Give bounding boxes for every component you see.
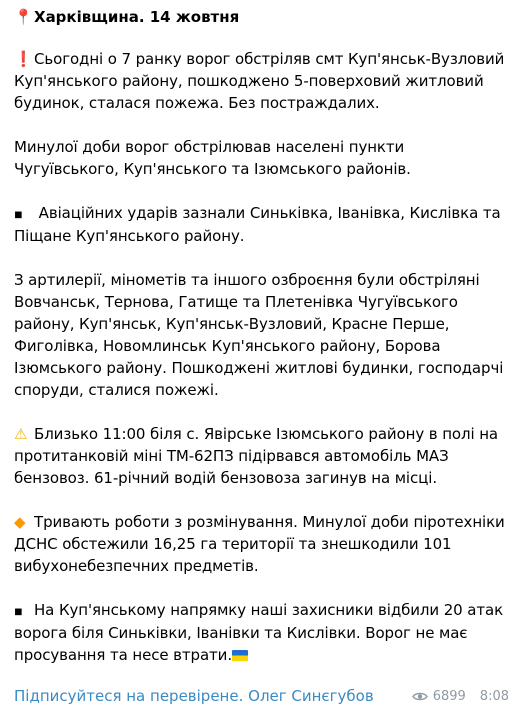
post-paragraph	[14, 423, 509, 489]
ukraine-flag-icon	[232, 650, 248, 661]
post-paragraph	[14, 269, 509, 401]
black-square-icon: ◾	[14, 207, 23, 221]
exclamation-icon: ❗	[14, 50, 33, 68]
paragraph-text: Авіаційних ударів зазнали Синьківка, Іванівка, Кислівка та Піщане Куп'янського району.	[14, 204, 501, 245]
warning-icon: ⚠	[14, 425, 28, 443]
signature-link[interactable]: Підписуйтеся на перевірене. Олег Синєгубов	[14, 687, 374, 705]
post-meta	[412, 689, 509, 704]
orange-diamond-icon: ◆	[14, 513, 26, 531]
pin-icon: 📍	[14, 8, 33, 26]
eye-icon	[412, 691, 428, 702]
post-paragraph	[14, 202, 509, 247]
post-footer	[14, 684, 509, 708]
post-paragraph	[14, 48, 509, 114]
post-title-text: Харківщина. 14 жовтня	[34, 8, 240, 26]
post-title	[14, 6, 509, 28]
paragraph-text: Минулої доби ворог обстрілював населені пункти Чугуївського, Куп'янського та Ізюмського районів.	[14, 138, 411, 178]
paragraph-text: З артилерії, мінометів та іншого озброєння були обстріляні Вовчанськ, Тернова, Гатище та Плетенівка Чугуївського району, Куп'янськ, Куп'янськ-Вузловий, Красне Перше, Фиголівка, Новомлинськ Куп'янського району, Борова Ізюмського району. Пошкоджені житлові будинки, господарчі споруди, сталися пожежі.	[14, 271, 504, 399]
post-paragraph	[14, 599, 509, 666]
post-paragraph	[14, 511, 509, 577]
paragraph-text: Сьогодні о 7 ранку ворог обстріляв смт Куп'янськ-Вузловий Куп'янського району, пошкоджено 5-поверховий житловий будинок, сталася пожежа. Без постраждалих.	[14, 50, 505, 112]
black-square-icon: ◾	[14, 604, 23, 618]
paragraph-text: Тривають роботи з розмінування. Минулої доби піротехніки ДСНС обстежили 16,25 га території та знешкодили 101 вибухонебезпечних предметів.	[14, 513, 505, 575]
paragraph-text: Близько 11:00 біля с. Явірське Ізюмського району в полі на протитанковій міні ТМ-62ПЗ підірвався автомобіль МАЗ бензовоз. 61-річний водій бензовоза загинув на місці.	[14, 425, 499, 487]
view-count: 6899	[432, 688, 466, 704]
post-time: 8:08	[479, 688, 509, 704]
post-paragraph	[14, 136, 509, 180]
paragraph-text: На Куп'янському напрямку наші захисники відбили 20 атак ворога біля Синьківки, Іванівки та Кислівки. Ворог не має просування та несе втрати.	[14, 601, 504, 664]
